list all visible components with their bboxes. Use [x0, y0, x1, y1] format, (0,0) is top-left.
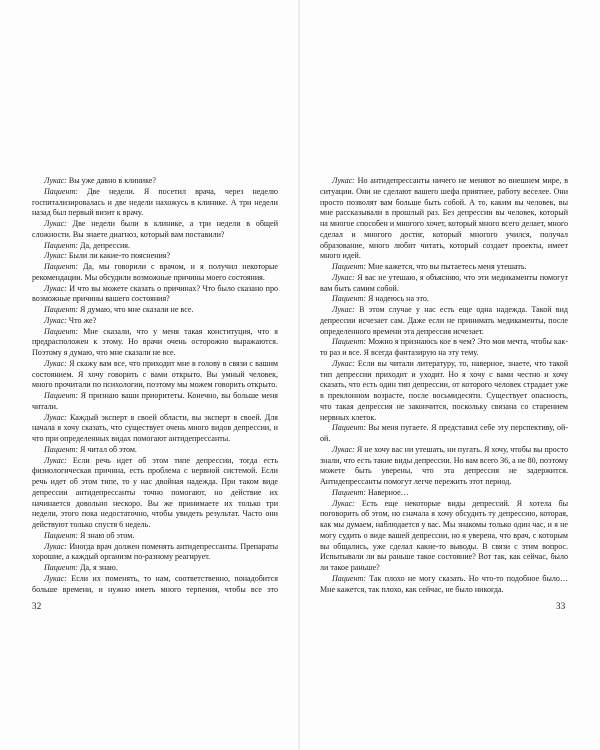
right-page — [300, 0, 600, 750]
dialogue-line: Пациент: Наверное… — [332, 487, 409, 497]
page-number: 33 — [556, 601, 566, 611]
left-page-text — [32, 176, 278, 596]
dialogue-line: Лукас: Что же? — [44, 315, 97, 325]
dialogue-line: Пациент: Так плохо не могу сказать. Но что-то подобное было… Мне кажется, так плохо, как сейчас, не было никогда. — [320, 573, 568, 594]
dialogue-line: Пациент: Две недели. Я посетил врача, через неделю госпитализировалась и две недели нахожусь в клинике. А три недели назад был первый визит к врачу. — [32, 186, 278, 218]
dialogue-line: Лукас: Я вас не утешаю, я объясняю, что эти медикаменты помогут вам быть самим собой. — [320, 272, 568, 293]
dialogue-line: Лукас: Две недели были в клинике, а три недели в общей сложности. Вы знаете диагноз, который вам поставили? — [32, 219, 278, 239]
dialogue-line: Пациент: Я читал об этом. — [44, 444, 137, 454]
dialogue-line: Пациент: Да, мы говорили с врачом, и я получил некоторые рекомендации. Мы обсудили возможные причины моего состояния. — [32, 262, 278, 282]
dialogue-line — [320, 595, 568, 596]
dialogue-line: Лукас: Вы уже давно в клинике? — [44, 176, 156, 185]
dialogue-line: Лукас: Есть еще некоторые виды депрессий. Я хотела бы поговорить об этом, но сначала я хочу обсудить ту депрессию, которая, как мы думаем, наблюдается у вас. Мы знакомы только один час, и я не могу судить о виде вашей депрессии, но я уверена, что врач, с которым вы общались, уже сделал какие-то выводы. В связи с этим вопрос. Испытывали ли вы раньше такое состояние? Вот так, как сейчас, было ли такое раньше? — [320, 498, 568, 572]
dialogue-line: Пациент: Я думаю, что мне сказали не все. — [44, 305, 194, 314]
dialogue-line: Лукас: Если речь идет об этом типе депрессии, тогда есть физиологическая причина, есть проблема с нервной системой. Если речь идет об этом типе, то у нас двойная надежда. При таком виде депрессии антидепрессанты точно помогают, но действие их начинается довольно нескоро. Вы же принимаете их только три недели, этого пока недостаточно, чтобы увидеть результат. Часто они действуют только спустя 6 недель. — [32, 455, 278, 529]
dialogue-line: Пациент: Вы меня пугаете. Я представил себе эту перспективу, ой-ой. — [320, 423, 568, 443]
dialogue-line: Пациент: Я признаю ваши приоритеты. Конечно, вы больше меня читали. — [32, 391, 278, 411]
dialogue-line: Пациент: Да, я знаю. — [44, 563, 118, 572]
dialogue-line: Пациент: Мне кажется, что вы пытаетесь меня утешать. — [332, 262, 527, 271]
page-number: 32 — [32, 601, 42, 611]
dialogue-line: Пациент: Мне сказали, что у меня такая конституция, что я предрасположен к этому. Но врачи очень осторожно выражаются. Поэтому я думаю, что мне сказали не все. — [32, 326, 278, 357]
dialogue-line: Лукас: Но антидепрессанты ничего не меняют во внешнем мире, в ситуации. Они не сделают вашего шефа приятнее, работу веселее. Они просто позволят вам больше быть собой. А то, каким вы человек, вы мне рассказывали в прошлый раз. Без депрессии вы человек, который на многое способен и многого хочет, который много всего делает, много сделал и многого достиг, который многого учился, получал образование, много любит читать, который создает проекты, имеет много идей. — [320, 176, 568, 261]
dialogue-line: Пациент: Я знаю об этом. — [44, 530, 135, 540]
dialogue-line: Лукас: Каждый эксперт в своей области, вы эксперт в своей. Для начала я хочу сказать, что существует очень много видов депрессии, и что при определенных видах помогают антидепрессанты. — [32, 412, 278, 443]
right-page-text — [320, 176, 568, 596]
dialogue-line: Пациент: Можно я признаюсь кое в чем? Это моя мечта, чтобы как-то раз и все. Я всегда фантазирую на эту тему. — [320, 337, 568, 357]
dialogue-line: Лукас: В этом случае у нас есть еще одна надежда. Такой вид депрессии исчезает сам. Даже если не принимать медикаменты, после определенного времени эта депрессия исчезает. — [320, 305, 568, 336]
dialogue-line: Пациент: Да, депрессия. — [44, 240, 130, 250]
dialogue-line: Пациент: Я надеюсь на это. — [332, 294, 429, 304]
dialogue-line: Лукас: Я не хочу вас ни утешать, ни пугать. Я хочу, чтобы вы просто знали, что есть такие виды депрессии. Но вам всего 36, а не 80, поэтому можете быть уверены, что эта депрессия не задержится. Антидепрессанты помогут легче пережить этот период. — [320, 444, 568, 486]
dialogue-line: Лукас: Я скажу вам все, что приходит мне в голову в связи с вашим состоянием. Я хочу говорить с вами открыто. Вы умный человек, много прочитали по психологии, поэтому мы можем говорить открыто. — [32, 358, 278, 390]
dialogue-line: Лукас: Иногда врач должен поменять антидепрессанты. Препараты хорошие, а каждый организм по-разному реагирует. — [32, 541, 278, 562]
dialogue-line: Лукас: И что вы можете сказать о причинах? Что было сказано про возможные причины вашего состояния? — [32, 283, 278, 304]
dialogue-line: Лукас: Если их поменять, то нам, соответственно, понадобится больше времени, и нужно иметь много терпения, чтобы все это — [32, 573, 278, 594]
dialogue-line: Лукас: Если вы читали литературу, то, наверное, знаете, что такой тип депрессии приходит и уходит. Но я хочу с вами честно и хочу сказать, что есть один тип депрессии, от которого человек страдает уже в преклонном возрасте, после восьмидесяти. Существует опасность, что такая депрессия не закончится, поскольку связана со старением нервных клеток. — [320, 358, 568, 422]
dialogue-line: Лукас: Были ли какие-то пояснения? — [44, 251, 171, 261]
